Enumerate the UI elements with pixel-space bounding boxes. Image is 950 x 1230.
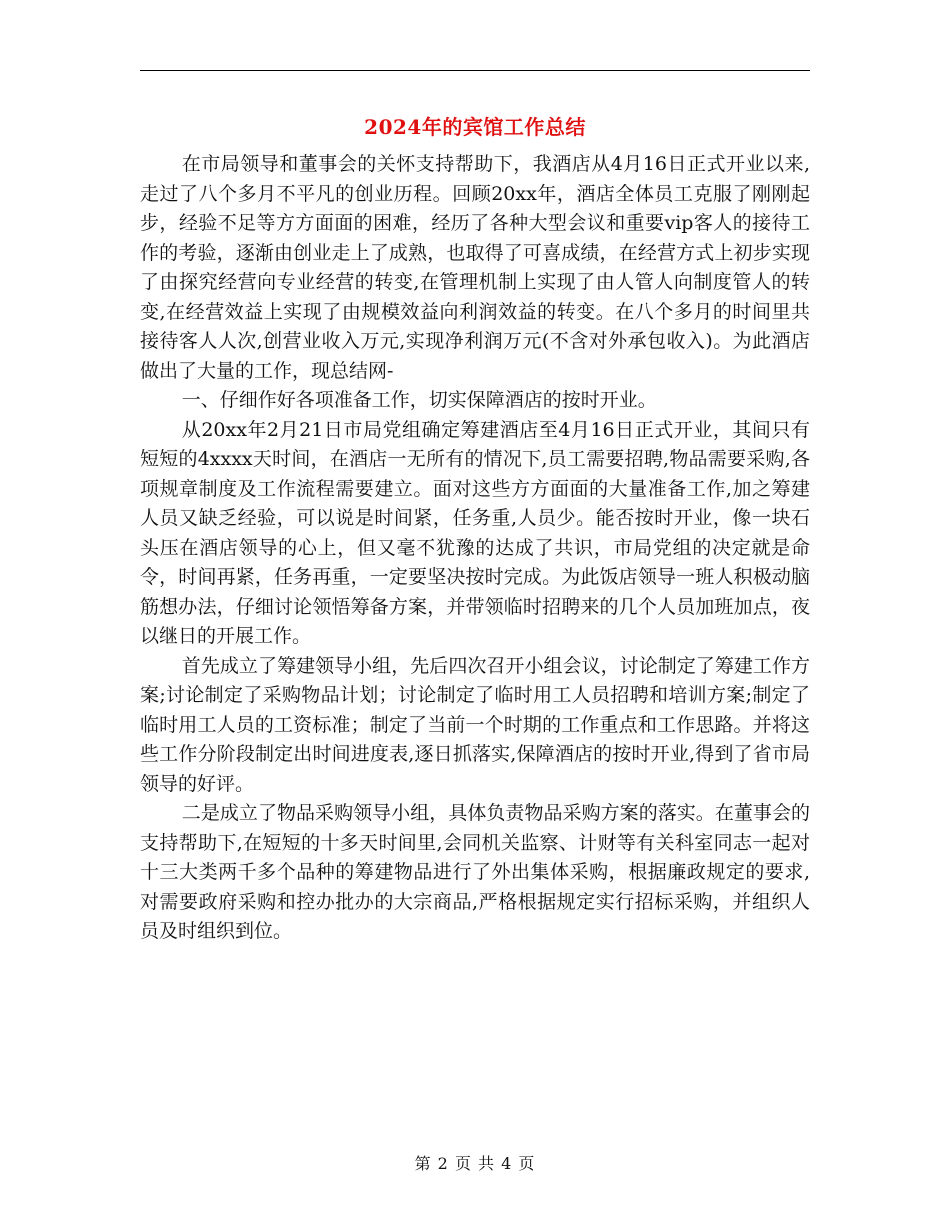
paragraph-preparation: 从20xx年2月21日市局党组确定筹建酒店至4月16日正式开业，其间只有短短的4xxxx天时间，在酒店一无所有的情况下,员工需要招聘,物品需要采购,各项规章制度及工作流程需要建立。面对这些方方面面的大量准备工作,加之筹建人员又缺乏经验，可以说是时间紧，任务重,人员少。能否按时开业，像一块石头压在酒店领导的心上，但又毫不犹豫的达成了共识，市局党组的决定就是命令，时间再紧，任务再重，一定要坚决按时完成。为此饭店领导一班人积极动脑筋想办法，仔细讨论领悟筹备方案，并带领临时招聘来的几个人员加班加点，夜以继日的开展工作。: [140, 418, 810, 647]
document-body: [140, 150, 810, 947]
paragraph-leadership-group: 首先成立了筹建领导小组，先后四次召开小组会议，讨论制定了筹建工作方案;讨论制定了采购物品计划；讨论制定了临时用工人员招聘和培训方案;制定了临时用工人员的工资标准；制定了当前一个时期的工作重点和工作思路。并将这些工作分阶段制定出时间进度表,逐日抓落实,保障酒店的按时开业,得到了省市局领导的好评。: [140, 654, 810, 795]
document-title: 2024年的宾馆工作总结: [364, 115, 586, 139]
page-footer: 第 2 页 共 4 页: [414, 1154, 536, 1173]
paragraph-procurement-group: 二是成立了物品采购领导小组，具体负责物品采购方案的落实。在董事会的支持帮助下,在短短的十多天时间里,会同机关监察、计财等有关科室同志一起对十三大类两千多个品种的筹建物品进行了外出集体采购，根据廉政规定的要求,对需要政府采购和控办批办的大宗商品,严格根据规定实行招标采购，并组织人员及时组织到位。: [140, 802, 810, 942]
header-rule: [140, 70, 810, 71]
section-heading-1: 一、仔细作好各项准备工作，切实保障酒店的按时开业。: [181, 389, 657, 411]
paragraph-intro: 在市局领导和董事会的关怀支持帮助下，我酒店从4月16日正式开业以来,走过了八个多月不平凡的创业历程。回顾20xx年，酒店全体员工克服了刚刚起步，经验不足等方方面面的困难，经历了各种大型会议和重要vip客人的接待工作的考验，逐渐由创业走上了成熟，也取得了可喜成绩，在经营方式上初步实现了由探究经营向专业经营的转变,在管理机制上实现了由人管人向制度管人的转变,在经营效益上实现了由规模效益向利润效益的转变。在八个多月的时间里共接待客人人次,创营业收入万元,实现净利润万元(不含对外承包收入)。为此酒店做出了大量的工作，现总结网-: [140, 153, 810, 382]
